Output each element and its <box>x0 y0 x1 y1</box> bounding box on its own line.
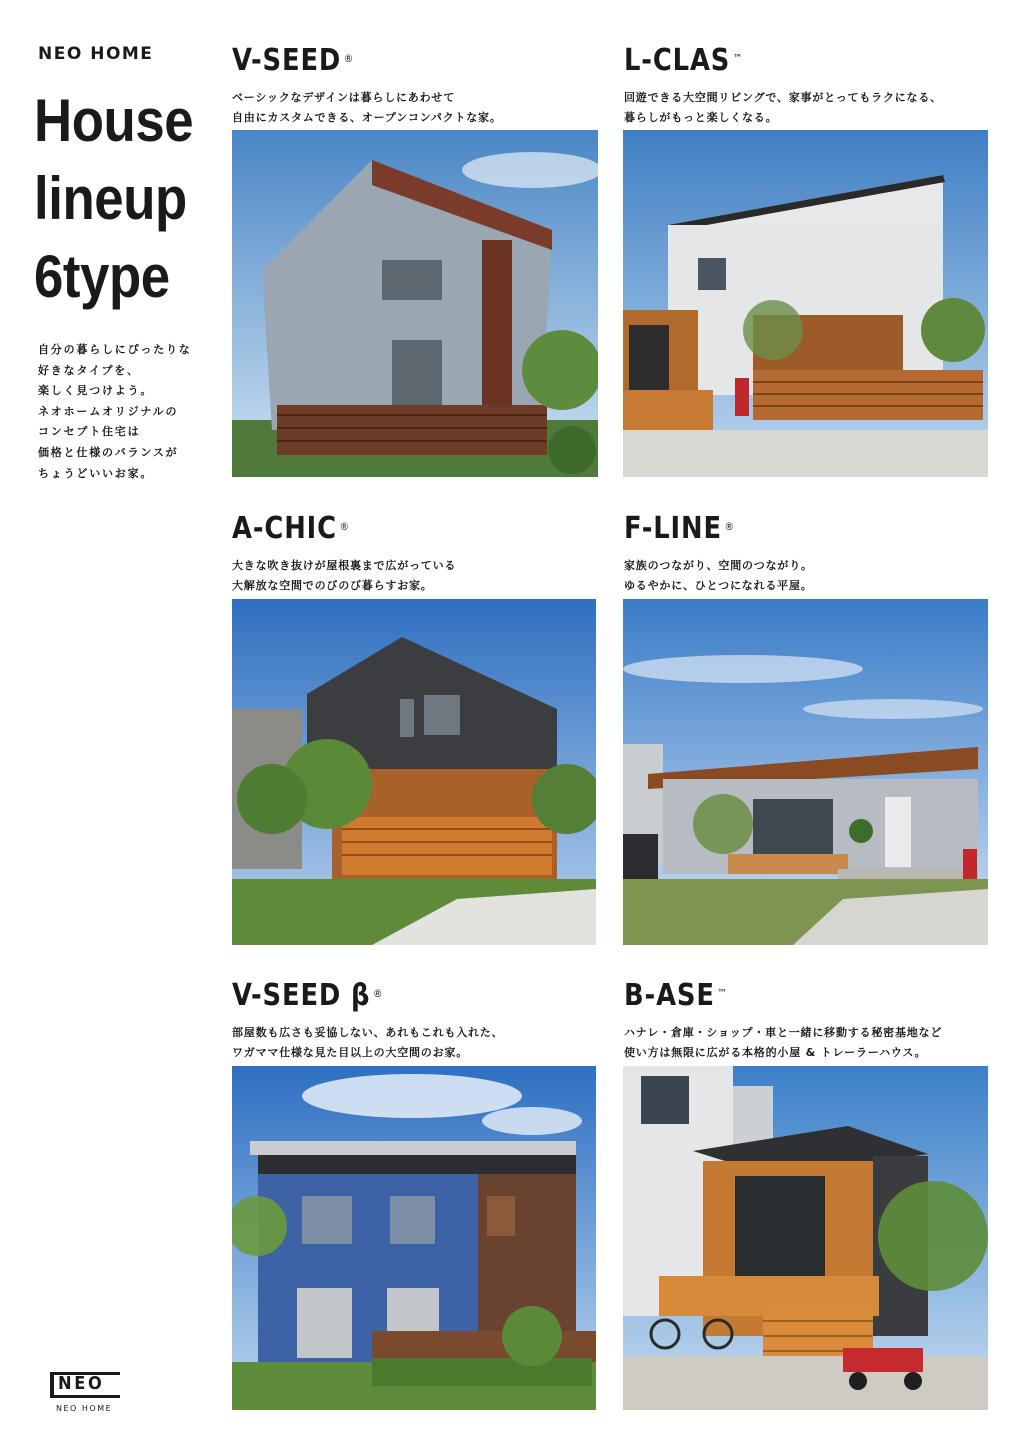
logo-word: NEO <box>58 1373 105 1394</box>
type-card-v-seed-beta <box>232 979 503 1063</box>
intro-line: 価格と仕様のバランスが <box>38 445 179 459</box>
type-card-b-ase <box>624 979 942 1063</box>
house-photo-v-seed <box>232 130 598 477</box>
type-description: 部屋数も広さも妥協しない、あれもこれも入れた、 ワガママ仕様な見た目以上の大空間のお家。 <box>232 1026 504 1059</box>
intro-text <box>38 340 192 484</box>
type-card-v-seed <box>232 44 502 128</box>
intro-line: 自分の暮らしにぴったりな <box>38 343 192 356</box>
title-line-3: 6type <box>34 243 170 310</box>
type-description: ハナレ・倉庫・ショップ・車と一緒に移動する秘密基地など 使い方は無限に広がる本格的小屋 & トレーラーハウス。 <box>624 1026 943 1059</box>
type-title: V-SEED β ® <box>232 978 384 1013</box>
type-description: 家族のつながり、空間のつながり。 ゆるやかに、ひとつになれる平屋。 <box>624 559 813 592</box>
type-card-a-chic <box>232 512 456 596</box>
type-card-f-line <box>624 512 813 596</box>
intro-line: 楽しく見つけよう。 <box>38 384 154 398</box>
type-description: 回遊できる大空間リビングで、家事がとってもラクになる、 暮らしがもっと楽しくなる。 <box>624 91 942 124</box>
house-photo-a-chic <box>232 599 596 945</box>
type-title: F-LINE ® <box>624 511 735 546</box>
house-photo-b-ase <box>623 1066 988 1410</box>
type-title: A-CHIC ® <box>232 511 350 546</box>
type-title: L-CLAS ™ <box>624 43 744 78</box>
house-photo-f-line <box>623 599 988 945</box>
type-description: ベーシックなデザインは暮らしにあわせて 自由にカスタムできる、オープンコンパクトな家。 <box>232 91 502 124</box>
intro-line: ネオホームオリジナルの <box>38 404 179 418</box>
house-photo-v-seed-beta <box>232 1066 596 1410</box>
intro-line: 好きなタイプを、 <box>38 363 140 377</box>
logo-subtitle: NEO HOME <box>56 1404 113 1413</box>
title-line-1: House <box>34 87 194 154</box>
intro-line: コンセプト住宅は <box>38 425 141 439</box>
type-card-l-clas <box>624 44 942 128</box>
type-title: V-SEED ® <box>232 43 355 78</box>
type-title: B-ASE ™ <box>624 978 728 1013</box>
brand-name: NEO HOME <box>38 44 154 64</box>
neo-home-logo <box>38 1368 128 1420</box>
house-photo-l-clas <box>623 130 988 477</box>
logo-bar <box>50 1372 54 1398</box>
title-line-2: lineup <box>34 165 187 232</box>
intro-line: ちょうどいいお家。 <box>38 466 154 480</box>
page-title <box>34 82 193 316</box>
type-description: 大きな吹き抜けが屋根裏まで広がっている 大解放な空間でのびのび暮らすお家。 <box>232 559 457 592</box>
